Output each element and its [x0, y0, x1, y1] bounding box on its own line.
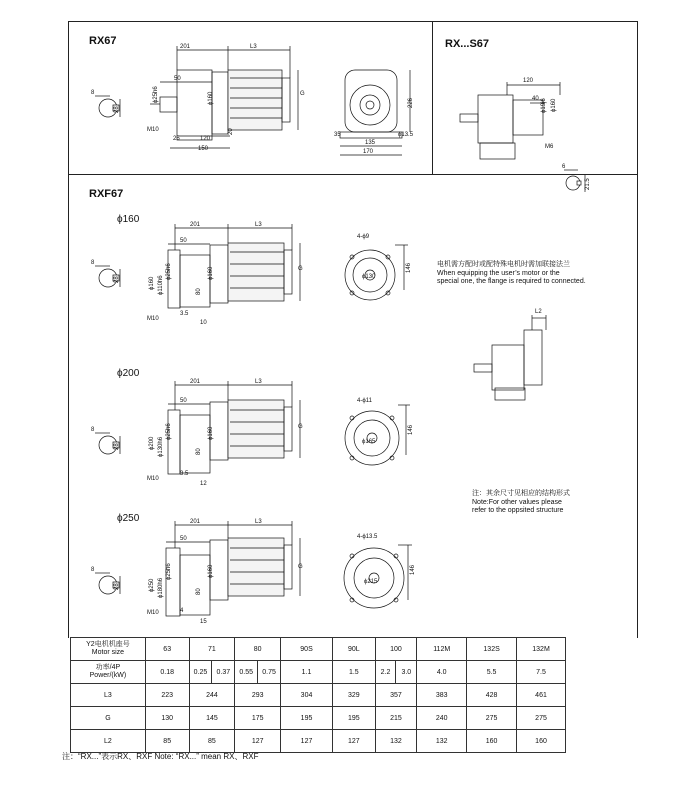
motor-size-cell: 63: [145, 638, 189, 661]
motor-spec-table: [70, 637, 566, 753]
L2-cell: 127: [333, 730, 376, 753]
svg-text:ϕ165: ϕ165: [362, 439, 376, 445]
footnote: 注：“RX...”表示RX、RXF Note: “RX...” mean RX、RXF: [62, 752, 259, 761]
power-cell: 0.75: [258, 661, 281, 684]
G-cell: 275: [517, 707, 566, 730]
svg-text:ϕ200: ϕ200: [149, 436, 155, 450]
svg-text:ϕ215: ϕ215: [364, 579, 378, 585]
power-cell: 2.2: [375, 661, 396, 684]
power-cell: 0.37: [212, 661, 235, 684]
note-other-cn: 注：其余尺寸见相应的结构形式: [472, 490, 570, 497]
svg-text:28: 28: [114, 276, 120, 283]
svg-text:10: 10: [200, 320, 207, 326]
svg-text:226: 226: [408, 97, 414, 108]
svg-text:80: 80: [196, 588, 202, 595]
rxf67-250-end-view: [344, 548, 404, 608]
svg-text:ϕ130h6: ϕ130h6: [158, 436, 164, 457]
G-cell: 195: [281, 707, 333, 730]
svg-text:50: 50: [180, 398, 187, 404]
L3-cell: 357: [375, 684, 417, 707]
rxf67-250-flange: [166, 548, 180, 616]
svg-text:8: 8: [91, 260, 95, 266]
G-cell: 275: [467, 707, 517, 730]
svg-text:25: 25: [173, 136, 180, 142]
svg-text:G: G: [298, 564, 303, 570]
svg-text:3.5: 3.5: [180, 471, 189, 477]
svg-text:ϕ13.5: ϕ13.5: [398, 132, 414, 138]
svg-text:120: 120: [523, 78, 534, 84]
svg-text:80: 80: [196, 448, 202, 455]
flange-label-200: ϕ200: [117, 368, 140, 379]
svg-text:L3: L3: [255, 519, 262, 525]
L2-cell: 85: [145, 730, 189, 753]
L3-cell: 428: [467, 684, 517, 707]
L3-cell: 461: [517, 684, 566, 707]
note-special-en-2: special one, the flange is required to connected.: [437, 278, 586, 285]
G-cell: 145: [189, 707, 235, 730]
row-label-power: 功率/4P Power/(kW): [71, 661, 146, 684]
svg-text:ϕ25h6: ϕ25h6: [166, 563, 172, 580]
svg-text:L3: L3: [255, 379, 262, 385]
note-other-en-1: Note:For other values please: [472, 498, 562, 506]
svg-text:8: 8: [91, 567, 95, 573]
svg-text:M10: M10: [147, 476, 159, 482]
svg-text:M6: M6: [545, 144, 554, 150]
svg-text:15: 15: [200, 619, 207, 625]
motor-size-cell: 132S: [467, 638, 517, 661]
G-cell: 195: [333, 707, 376, 730]
svg-text:20: 20: [228, 128, 234, 135]
svg-text:50: 50: [180, 238, 187, 244]
power-cell: 0.55: [235, 661, 258, 684]
power-cell: 0.25: [189, 661, 212, 684]
L2-cell: 85: [189, 730, 235, 753]
svg-text:ϕ160: ϕ160: [208, 564, 214, 578]
power-cell: 1.5: [333, 661, 376, 684]
L3-cell: 383: [417, 684, 467, 707]
L3-cell: 223: [145, 684, 189, 707]
flange-label-250: ϕ250: [117, 513, 140, 524]
note-special-en-1: When equipping the user’s motor or the: [437, 269, 560, 277]
svg-text:8: 8: [91, 90, 95, 96]
G-cell: 175: [235, 707, 281, 730]
row-label-L2: L2: [71, 730, 146, 753]
svg-text:146: 146: [410, 564, 416, 575]
svg-text:ϕ160: ϕ160: [149, 276, 155, 290]
motor-size-cell: 71: [189, 638, 235, 661]
svg-text:G: G: [298, 266, 303, 272]
L2-cell: 127: [235, 730, 281, 753]
power-cell: 7.5: [517, 661, 566, 684]
row-label-L3: L3: [71, 684, 146, 707]
svg-text:6: 6: [562, 164, 566, 170]
motor-size-cell: 90L: [333, 638, 376, 661]
G-cell: 240: [417, 707, 467, 730]
svg-text:201: 201: [190, 519, 201, 525]
svg-text:M10: M10: [147, 610, 159, 616]
table-row-motor-size: [71, 638, 566, 661]
table-row-L2: [71, 730, 566, 753]
table-row-L3: [71, 684, 566, 707]
svg-text:G: G: [298, 424, 303, 430]
power-cell: 0.18: [145, 661, 189, 684]
table-row-power: [71, 661, 566, 684]
svg-text:ϕ19j6: ϕ19j6: [541, 98, 547, 113]
svg-text:135: 135: [365, 140, 376, 146]
L3-cell: 244: [189, 684, 235, 707]
svg-text:ϕ160: ϕ160: [551, 98, 557, 112]
svg-text:4-ϕ13.5: 4-ϕ13.5: [357, 534, 378, 540]
svg-text:40: 40: [532, 96, 539, 102]
svg-text:146: 146: [406, 262, 412, 273]
L2-cell: 160: [467, 730, 517, 753]
row-label-G: G: [71, 707, 146, 730]
L2-cell: 132: [417, 730, 467, 753]
power-cell: 3.0: [396, 661, 417, 684]
svg-text:ϕ160: ϕ160: [208, 91, 214, 105]
G-cell: 215: [375, 707, 417, 730]
power-cell: 1.1: [281, 661, 333, 684]
svg-text:4-ϕ9: 4-ϕ9: [357, 234, 370, 240]
L3-cell: 329: [333, 684, 376, 707]
motor-size-cell: 112M: [417, 638, 467, 661]
section-title-rx67: RX67: [89, 35, 117, 47]
motor-size-cell: 90S: [281, 638, 333, 661]
svg-text:ϕ130: ϕ130: [362, 274, 376, 280]
svg-text:3.5: 3.5: [180, 311, 189, 317]
G-cell: 130: [145, 707, 189, 730]
svg-text:ϕ250: ϕ250: [149, 578, 155, 592]
svg-text:35: 35: [334, 132, 341, 138]
table-row-G: [71, 707, 566, 730]
svg-text:4-ϕ11: 4-ϕ11: [357, 398, 372, 404]
L3-cell: 304: [281, 684, 333, 707]
svg-text:L3: L3: [255, 222, 262, 228]
svg-text:L2: L2: [535, 309, 542, 315]
motor-size-cell: 100: [375, 638, 417, 661]
svg-text:ϕ25h6: ϕ25h6: [153, 86, 159, 103]
power-cell: 4.0: [417, 661, 467, 684]
row-label-motor-size: Y2电机机座号 Motor size: [71, 638, 146, 661]
power-cell: 5.5: [467, 661, 517, 684]
svg-text:G: G: [300, 91, 305, 97]
L2-cell: 160: [517, 730, 566, 753]
svg-text:4: 4: [180, 608, 184, 614]
section-title-rxs67: RX...S67: [445, 38, 490, 50]
svg-text:28: 28: [114, 106, 120, 113]
svg-text:201: 201: [180, 44, 191, 50]
svg-text:150: 150: [198, 146, 209, 152]
svg-text:ϕ160: ϕ160: [208, 426, 214, 440]
svg-text:28: 28: [114, 583, 120, 590]
note-special-cn: 电机需方配时或配特殊电机时需加联接法兰: [437, 261, 570, 268]
motor-size-cell: 80: [235, 638, 281, 661]
svg-text:ϕ25h6: ϕ25h6: [166, 423, 172, 440]
svg-text:80: 80: [196, 288, 202, 295]
L2-cell: 127: [281, 730, 333, 753]
svg-text:8: 8: [91, 427, 95, 433]
svg-text:50: 50: [180, 536, 187, 542]
svg-text:28: 28: [114, 443, 120, 450]
section-title-rxf67: RXF67: [89, 188, 124, 200]
L3-cell: 293: [235, 684, 281, 707]
svg-text:146: 146: [408, 424, 414, 435]
svg-text:L3: L3: [250, 44, 257, 50]
svg-text:ϕ25h6: ϕ25h6: [166, 263, 172, 280]
svg-text:201: 201: [190, 222, 201, 228]
svg-text:ϕ110h6: ϕ110h6: [158, 275, 164, 295]
svg-text:21.5: 21.5: [585, 178, 591, 190]
svg-text:50: 50: [174, 76, 181, 82]
note-other-en-2: refer to the oppsited structure: [472, 507, 564, 514]
svg-text:ϕ160: ϕ160: [208, 266, 214, 280]
svg-text:201: 201: [190, 379, 201, 385]
svg-text:120: 120: [200, 136, 211, 142]
svg-text:M10: M10: [147, 127, 159, 133]
motor-size-cell: 132M: [517, 638, 566, 661]
svg-text:12: 12: [200, 481, 207, 487]
svg-text:170: 170: [363, 149, 374, 155]
flange-label-160: ϕ160: [117, 214, 140, 225]
svg-text:M10: M10: [147, 316, 159, 322]
svg-text:ϕ180h6: ϕ180h6: [158, 577, 164, 598]
L2-cell: 132: [375, 730, 417, 753]
